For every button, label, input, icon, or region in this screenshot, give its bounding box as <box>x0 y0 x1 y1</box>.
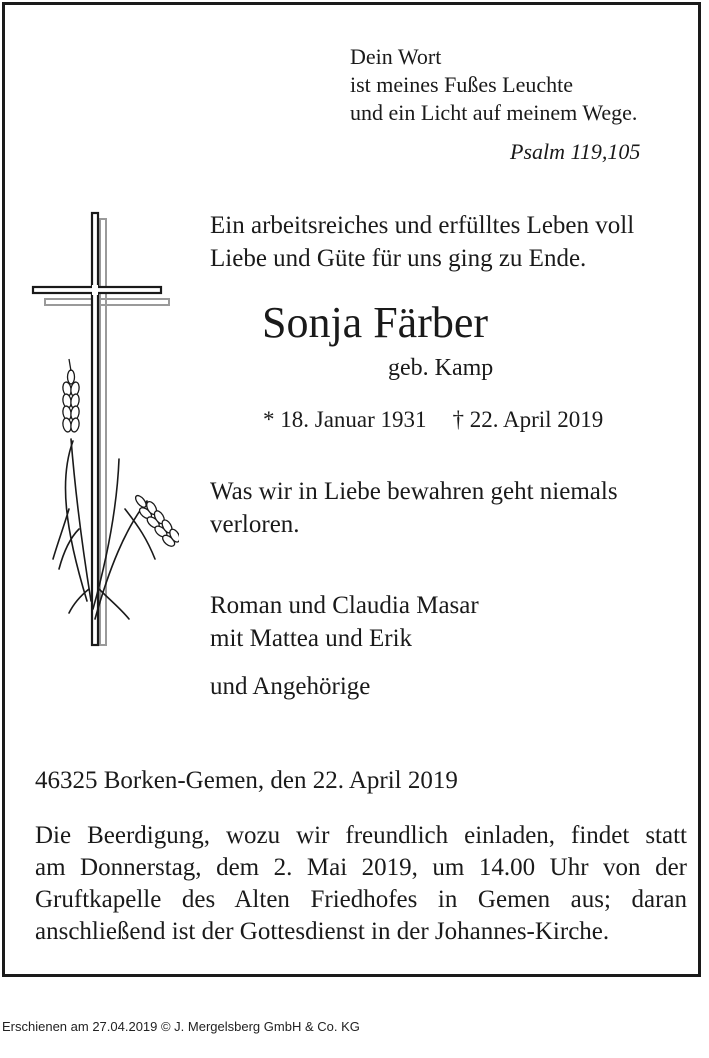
birth-date: * 18. Januar 1931 <box>263 407 427 432</box>
bible-verse-line: und ein Licht auf meinem Wege. <box>350 100 638 125</box>
cross-with-wheat-icon <box>29 209 179 649</box>
wheat-ear-right <box>129 490 179 550</box>
deceased-name: Sonja Färber <box>261 298 489 347</box>
relatives: und Angehörige <box>210 673 371 700</box>
bible-verse-line: ist meines Fußes Leuchte <box>350 72 574 97</box>
funeral-line: Die Beerdigung, wozu wir freundlich einladen, findet statt <box>35 822 687 849</box>
mourner-line: mit Mattea und Erik <box>210 625 413 652</box>
bible-verse-source: Psalm 119,105 <box>510 139 641 164</box>
obituary-frame <box>2 2 701 977</box>
life-dates <box>263 407 603 433</box>
wheat-stalks <box>53 439 155 619</box>
funeral-line: am Donnerstag, dem 2. Mai 2019, um 14.00 Uhr von der <box>35 854 687 881</box>
bible-verse-line: Dein Wort <box>350 44 442 69</box>
maiden-name: geb. Kamp <box>388 355 494 381</box>
intro-text <box>210 209 634 275</box>
cross-outline <box>33 213 161 645</box>
quote-line: verloren. <box>210 511 300 538</box>
place-and-date: 46325 Borken-Gemen, den 22. April 2019 <box>35 767 458 794</box>
intro-line: Ein arbeitsreiches und erfülltes Leben voll <box>210 212 635 239</box>
funeral-details <box>35 820 687 948</box>
publication-footer: Erschienen am 27.04.2019 © J. Mergelsberg GmbH & Co. KG <box>2 1019 360 1034</box>
bible-verse <box>350 43 637 127</box>
intro-line: Liebe und Güte für uns ging zu Ende. <box>210 245 587 272</box>
funeral-line: anschließend ist der Gottesdienst in der Johannes-Kirche. <box>35 918 610 945</box>
mourners <box>210 589 479 655</box>
wheat-ear-left <box>62 359 80 433</box>
quote-text <box>210 475 618 541</box>
funeral-line: Gruftkapelle des Alten Friedhofes in Gemen aus; daran <box>35 886 687 913</box>
quote-line: Was wir in Liebe bewahren geht niemals <box>210 478 618 505</box>
mourner-line: Roman und Claudia Masar <box>210 592 479 619</box>
death-date: † 22. April 2019 <box>452 407 604 432</box>
